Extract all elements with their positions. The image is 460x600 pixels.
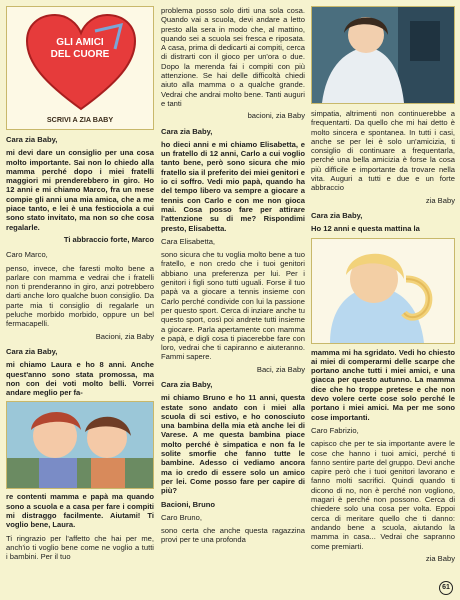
letter-signature: Ti abbraccio forte, Marco: [63, 234, 154, 244]
column-3: [311, 6, 455, 600]
cartoon-illustration-bottom: [311, 238, 455, 344]
reply-body: sono certa che anche questa ragazzina provi per te una profonda: [161, 526, 305, 545]
letter-greeting: Cara zia Baby,: [161, 379, 213, 389]
column-1: [6, 6, 154, 600]
reply-body: sono sicura che tu voglia molto bene a tuo fratello, e non credo che i tuoi genitori abbiano una preferenza per lui. Per i genitori i figli sono tutti uguali. Forse il tuo papà va a giocare a tennis insieme con Carlo perché condivide con lui la passione per questo sport. Cerca di inziare anche tu questo sport, così poi andrete tutti insieme a giocare. Parla apertamente con mamma e papà, e digli cosa ti piacerebbe fare con loro, vedrai che ti capiranno e aiuteranno. Fammi sapere.: [161, 250, 305, 362]
cartoon-illustration-top: [311, 6, 455, 104]
page-number: [439, 581, 453, 595]
column-2: [161, 6, 305, 600]
letter-greeting: Cara zia Baby,: [161, 126, 213, 136]
reply-body-continued: problema posso solo dirti una sola cosa. Quando vai a scuola, devi andare a letto presto alla sera in modo che, al mattino, quando sei a scuola sei fresca e riposata. A casa, prima di dedicarti ai compiti, cerca di distrarti con il gioco per un'ora o due. Dopo la merenda fai i compiti con più attenzione. Se hai delle difficoltà chiedi aiuto alla mamma o a qualche grande. Vedrai che andrai molto bene. Tanti auguri e tanti: [161, 6, 305, 108]
letter-greeting: Cara zia Baby,: [6, 135, 58, 144]
reply-signature: zia Baby: [425, 553, 455, 563]
reply-body: capisco che per te sia importante avere le cose che hanno i tuoi amici, perché ti fanno sentire parte del gruppo. Devi anche capire però che i tuoi genitori lavorano e fanno molti sacrifici. Quindi quando ti dicono di no, non è perché non vogliono, magari è perché non possono. Cerca di chiedere solo una cosa per volta. Eppoi cerca di meritare quello che ti danno: andando bene a scuola, aiutando la mamma in casa... Vedrai che sapranno come premiarti.: [311, 439, 455, 551]
letter-greeting: Cara zia Baby,: [311, 210, 363, 220]
reply-greeting: Cara Elisabetta,: [161, 236, 216, 246]
column-logo: [6, 6, 154, 130]
column-title-line-2: DEL CUORE: [50, 49, 110, 60]
letter-body: Ho 12 anni e questa mattina la: [311, 224, 420, 234]
reply-signature: zia Baby: [425, 195, 455, 205]
letter-body: mi chiamo Laura e ho 8 anni. Anche quest'anno sono stata promossa, ma non con dei voti molto belli. Vorrei andare meglio per fa-: [6, 360, 154, 398]
letter-body-continued: re contenti mamma e papà ma quando sono a scuola e a casa per fare i compiti mi distraggo facilmente. Aiutami! Ti voglio bene, Laura.: [6, 492, 154, 530]
page-number-text: 61: [442, 584, 450, 591]
reply-greeting: Caro Fabrizio,: [311, 425, 359, 435]
letter-body: mi chiamo Bruno e ho 11 anni, questa estate sono andato con i miei alla scuola di sci estivo, e ho conosciuto una bambina della mia età anche lei di Varese. A me questa bambina piace molto perché è simpatica e non fa le solite smorfie che fanno tutte le bambine. Adesso ci vediamo ancora ma io credo di essere solo un amico per lei. Come posso fare per capire di più?: [161, 393, 305, 496]
column-subtitle: SCRIVI A ZIA BABY: [46, 115, 114, 124]
letter-greeting: Cara zia Baby,: [6, 346, 58, 356]
reply-signature: Bacioni, zia Baby: [95, 331, 154, 341]
letter-body: ho dieci anni e mi chiamo Elisabetta, e un fratello di 12 anni, Carlo a cui voglio tanto bene, però sono sicura che mio fratello sia il preferito dei miei genitori e io ci soffro. Vedi mio papà, quando ha del tempo libero va sempre a giocare a tennis con Carlo e con me non gioca mai. Cosa posso fare per attirare l'attenzione su di me? Rispondimi presto, Elisabetta.: [161, 139, 305, 233]
letter-body: mi devi dare un consiglio per una cosa molto importante. Sai non lo chiedo alla mamma perché dopo i miei fratelli maggiori mi prenderebbero in giro. Ho 12 anni e mi chiamo Marco, fra un mese compie gli anni una mia amica, che a me piace tanto, e lei è una festicciola a cui sono stato invitato, ma non so che cosa regalarle.: [6, 148, 154, 232]
reply-greeting: Caro Marco,: [6, 250, 48, 260]
reply-body: penso, invece, che faresti molto bene a parlare con mamma e vedrai che i fratelli non ti prenderanno in giro, anzi potrebbero darti anche loro qualche buon consiglio. Da parte mia ti consiglio di regalarle un peluche morbido morbido, oppure un bel fermacapelli.: [6, 263, 154, 329]
column-title-line-1: GLI AMICI: [56, 37, 104, 48]
cartoon-illustration: [6, 401, 154, 489]
column-title: [7, 37, 153, 61]
reply-body-continued: simpatia, altrimenti non continuerebbe a frequentarti. Da quello che mi hai detto è molto sincera e spontanea. In tutti i casi, anche se per lei è solo un'amicizia, ti consiglio di continuare a frequentarla, perché una bella amicizia è forse la cosa più difficile e importante da trovare nella vita. Auguri a tutti e due e un forte abbraccio: [311, 109, 455, 193]
reply-signature: bacioni, zia Baby: [247, 111, 305, 121]
reply-signature: Baci, zia Baby: [256, 364, 305, 374]
reply-greeting: Caro Bruno,: [161, 512, 202, 522]
letter-body-continued: mamma mi ha sgridato. Vedi ho chiesto ai miei di comperarmi delle scarpe che portano anche tutti i miei amici, e una giacca per questo autunno. La mamma dice che ho troppe pretese e che non devo volere certe cose solo perché le portano i miei amici. Ma per me sono cose importanti.: [311, 347, 455, 422]
letter-signature: Bacioni, Bruno: [161, 499, 216, 509]
heart-icon: [25, 13, 137, 113]
reply-body: Ti ringrazio per l'affetto che hai per me, anch'io ti voglio bene come ne voglio a tutti i bambini. Per il tuo: [6, 533, 154, 562]
